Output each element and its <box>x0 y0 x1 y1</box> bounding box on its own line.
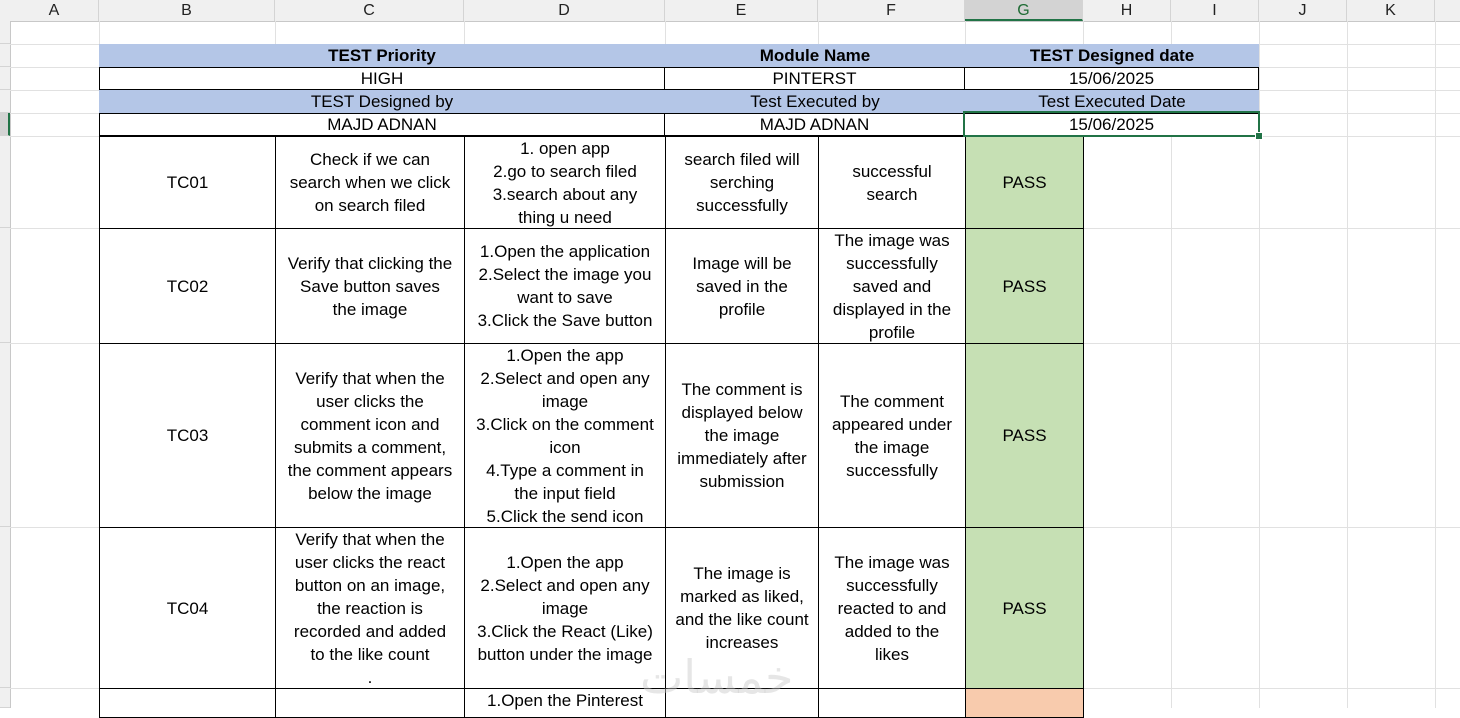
column-header-e[interactable]: E <box>665 0 818 21</box>
designed-date-value[interactable]: 15/06/2025 <box>964 67 1259 90</box>
row-header[interactable] <box>0 688 10 708</box>
test-case-status[interactable]: PASS <box>965 343 1084 528</box>
row-header-bar <box>0 21 11 708</box>
test-case-steps[interactable]: 1.Open the Pinterest <box>464 688 666 718</box>
row-header-selected[interactable] <box>0 113 10 136</box>
column-header-c[interactable]: C <box>275 0 464 21</box>
test-case-actual[interactable]: The comment appeared under the image successfully <box>818 343 966 528</box>
column-header-k[interactable]: K <box>1347 0 1435 21</box>
row-header[interactable] <box>0 21 10 44</box>
row-header[interactable] <box>0 44 10 67</box>
column-header-f[interactable]: F <box>818 0 965 21</box>
column-header-a[interactable]: A <box>10 0 99 21</box>
test-case-steps[interactable]: 1. open app 2.go to search filed 3.search about any thing u need <box>464 136 666 229</box>
row-header[interactable] <box>0 527 10 688</box>
test-case-expected[interactable]: The comment is displayed below the image immediately after submission <box>665 343 819 528</box>
test-case-id[interactable]: TC01 <box>99 136 276 229</box>
column-header-bar <box>0 0 1460 22</box>
designed-by-value[interactable]: MAJD ADNAN <box>99 113 665 136</box>
test-case-description[interactable]: Verify that when the user clicks the comment icon and submits a comment, the comment appears below the image <box>275 343 465 528</box>
row-header[interactable] <box>0 343 10 527</box>
test-case-status[interactable]: PASS <box>965 136 1084 229</box>
row-header[interactable] <box>0 90 10 113</box>
executed-date-value[interactable]: 15/06/2025 <box>964 113 1259 136</box>
test-case-description[interactable]: Check if we can search when we click on search filed <box>275 136 465 229</box>
test-case-steps[interactable]: 1.Open the app 2.Select and open any image 3.Click on the comment icon 4.Type a comment in the input field 5.Click the send icon <box>464 343 666 528</box>
test-case-id[interactable]: TC04 <box>99 527 276 689</box>
designed-by-label[interactable]: TEST Designed by <box>99 90 665 113</box>
test-case-id[interactable] <box>99 688 276 718</box>
test-case-id[interactable]: TC02 <box>99 228 276 344</box>
test-case-status[interactable]: PASS <box>965 527 1084 689</box>
test-case-actual[interactable] <box>818 688 966 718</box>
test-case-expected[interactable]: search filed will serching successfully <box>665 136 819 229</box>
module-name-label[interactable]: Module Name <box>665 44 965 67</box>
row-header[interactable] <box>0 136 10 228</box>
test-case-expected[interactable]: The image is marked as liked, and the like count increases <box>665 527 819 689</box>
fill-handle[interactable] <box>1255 132 1263 140</box>
test-case-description[interactable] <box>275 688 465 718</box>
test-case-steps[interactable]: 1.Open the application 2.Select the image you want to save 3.Click the Save button <box>464 228 666 344</box>
column-header-i[interactable]: I <box>1171 0 1259 21</box>
executed-by-value[interactable]: MAJD ADNAN <box>664 113 965 136</box>
test-case-actual[interactable]: successful search <box>818 136 966 229</box>
test-case-status[interactable]: PASS <box>965 228 1084 344</box>
watermark-logo: خمسات <box>640 650 794 704</box>
column-header-d[interactable]: D <box>464 0 665 21</box>
column-header-g[interactable]: G <box>965 0 1083 21</box>
test-case-id[interactable]: TC03 <box>99 343 276 528</box>
designed-date-label[interactable]: TEST Designed date <box>965 44 1259 67</box>
test-case-description[interactable]: Verify that clicking the Save button saves the image <box>275 228 465 344</box>
test-case-description[interactable]: Verify that when the user clicks the react button on an image, the reaction is recorded and added to the like count . <box>275 527 465 689</box>
test-case-status[interactable] <box>965 688 1084 718</box>
test-priority-value[interactable]: HIGH <box>99 67 665 90</box>
column-header-b[interactable]: B <box>99 0 275 21</box>
test-case-actual[interactable]: The image was successfully reacted to and added to the likes <box>818 527 966 689</box>
test-priority-label[interactable]: TEST Priority <box>99 44 665 67</box>
test-case-actual[interactable]: The image was successfully saved and displayed in the profile <box>818 228 966 344</box>
test-case-expected[interactable]: Image will be saved in the profile <box>665 228 819 344</box>
row-header[interactable] <box>0 228 10 343</box>
test-case-steps[interactable]: 1.Open the app 2.Select and open any image 3.Click the React (Like) button under the image <box>464 527 666 689</box>
row-header[interactable] <box>0 67 10 90</box>
module-name-value[interactable]: PINTERST <box>664 67 965 90</box>
column-header-j[interactable]: J <box>1259 0 1347 21</box>
column-header-h[interactable]: H <box>1083 0 1171 21</box>
executed-by-label[interactable]: Test Executed by <box>665 90 965 113</box>
executed-date-label[interactable]: Test Executed Date <box>965 90 1259 113</box>
